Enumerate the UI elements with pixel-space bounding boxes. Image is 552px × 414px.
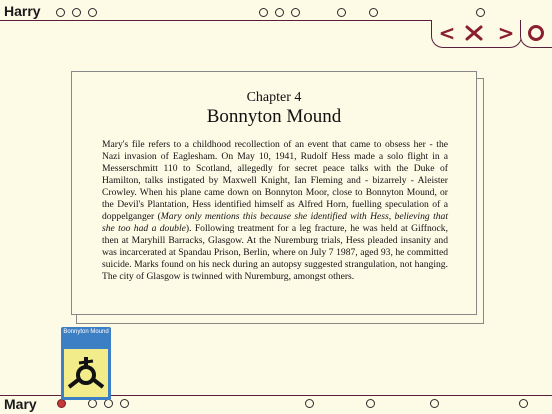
prev-button[interactable] bbox=[435, 22, 459, 44]
timeline-dot[interactable] bbox=[519, 399, 528, 408]
thumbnail-label: Bonnyton Mound bbox=[63, 329, 109, 335]
chapter-card bbox=[71, 71, 477, 315]
timeline-dot[interactable] bbox=[369, 8, 378, 17]
next-button[interactable] bbox=[494, 22, 518, 44]
timeline-dot[interactable] bbox=[88, 399, 97, 408]
chevron-left-icon: < bbox=[438, 21, 456, 45]
timeline-dot-active[interactable] bbox=[57, 399, 66, 408]
timeline-dot[interactable] bbox=[430, 399, 439, 408]
timeline-dot[interactable] bbox=[104, 399, 113, 408]
chevron-right-icon: > bbox=[497, 21, 515, 45]
timeline-dot[interactable] bbox=[337, 8, 346, 17]
timeline-dot[interactable] bbox=[476, 8, 485, 17]
close-icon bbox=[464, 25, 484, 41]
timeline-dot[interactable] bbox=[275, 8, 284, 17]
chapter-body-text-end: ). Following treatment for a leg fracture, he was held at Giffnock, then at Maryhill Barracks, Glasgow. At the Nuremburg trials, Hess pleaded insanity and was incarcerated at Spandau Prison, Berlin, where on July 7 1987, aged 93, he committed suicide. Marks found on his neck during an autopsy suggested strangulation, not hanging. The city of Glasgow is twinned with Nuremburg, amongst others. bbox=[102, 223, 448, 282]
timeline-dot[interactable] bbox=[305, 399, 314, 408]
timeline-dot[interactable] bbox=[120, 399, 129, 408]
timeline-dot[interactable] bbox=[56, 8, 65, 17]
chapter-body-italic: Mary only mentions this because she identified with Hess, believing that she too had a double bbox=[102, 211, 448, 234]
chapter-body bbox=[102, 139, 448, 283]
map-symbol-icon bbox=[64, 349, 108, 397]
chapter-thumbnail[interactable] bbox=[61, 327, 111, 400]
target-button[interactable] bbox=[524, 22, 548, 44]
timeline-dot[interactable] bbox=[259, 8, 268, 17]
chapter-number: Chapter 4 bbox=[246, 90, 302, 105]
top-track-label: Harry bbox=[4, 3, 41, 19]
timeline-dot[interactable] bbox=[366, 399, 375, 408]
thumbnail-image bbox=[64, 349, 108, 397]
target-circle-icon bbox=[526, 23, 546, 43]
bottom-track-label: Mary bbox=[4, 396, 37, 412]
timeline-dot[interactable] bbox=[291, 8, 300, 17]
timeline-dot[interactable] bbox=[72, 8, 81, 17]
chapter-title: Bonnyton Mound bbox=[206, 106, 342, 127]
chapter-body-text: Mary's file refers to a childhood recollection of an event that came to obsess her - the Nazi invasion of Eaglesham. On May 10, 1941, Rudolf Hess made a solo flight in a Messerschmitt 110 to Scotland, allegedly for secret peace talks with the Duke of Hamilton, talks instigated by Maxwell Knight, Ian Fleming and - bizarrely - Aleister Crowley. When his plane came down on Bonnyton Moor, close to Bonnyton Mound, or the Devil's Plantation, Hess identified himself as Alfred Horn, fuelling speculation of a doppelganger ( bbox=[102, 139, 448, 222]
timeline-dot[interactable] bbox=[88, 8, 97, 17]
close-button[interactable] bbox=[462, 22, 486, 44]
